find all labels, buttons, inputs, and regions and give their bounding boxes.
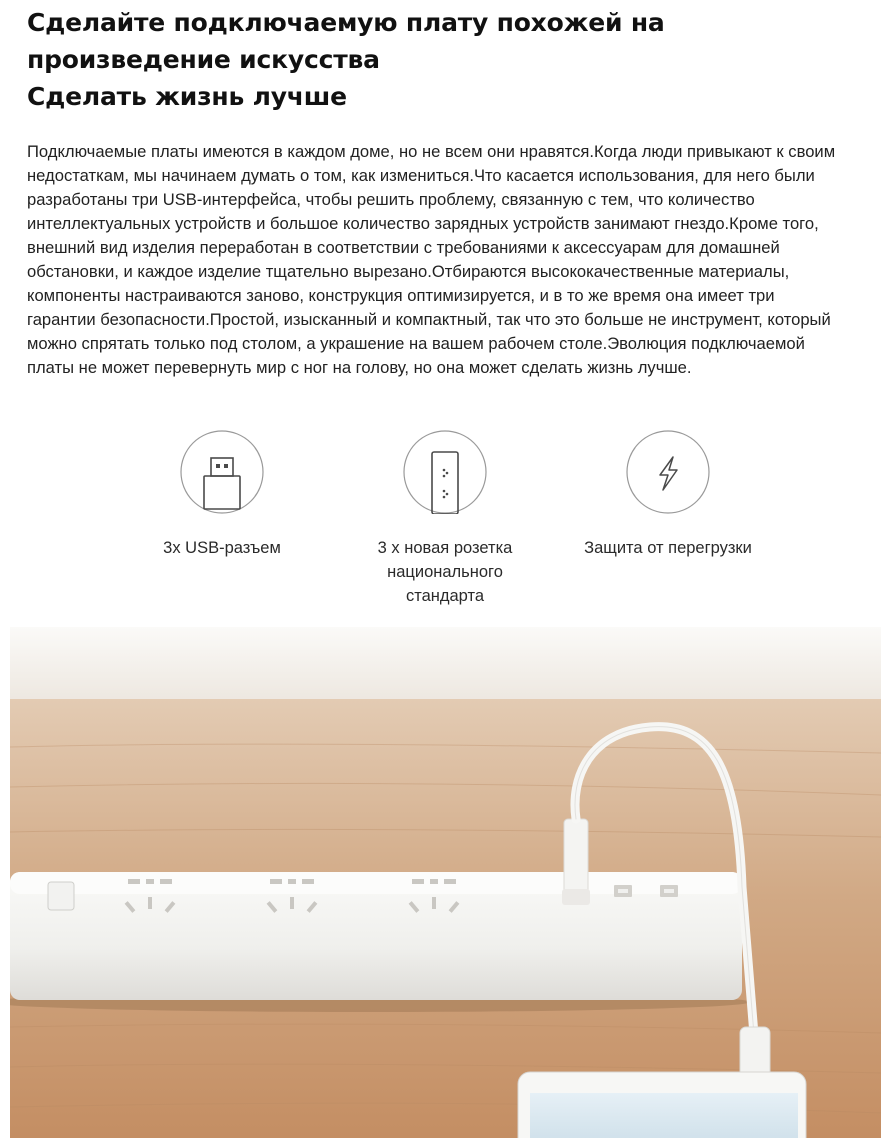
power-strip-photo [10, 627, 881, 1138]
product-photo [10, 627, 881, 1138]
usb-plug-icon [180, 430, 264, 514]
headline-line-1: Сделайте подключаемую плату похожей на [27, 8, 665, 37]
socket-strip-icon [403, 430, 487, 514]
feature-overload [573, 430, 763, 560]
description-paragraph: Подключаемые платы имеются в каждом доме, но не всем они нравятся.Когда люди привыкают к своим недостаткам, мы начинаем думать о том, как измениться.Что касается использования, для него были разработаны три USB-интерфейса, чтобы решить проблему, связанную с тем, что количество интеллектуальных устройств и большое количество зарядных устройств занимают гнездо.Кроме того, внешний вид изделия переработан в соответствии с требованиями к аксессуарам для домашней обстановки, и каждое изделие тщательно вырезано.Отбираются высококачественные материалы, компоненты настраиваются заново, конструкция оптимизируется, и в то же время она имеет три гарантии безопасности.Простой, изысканный и компактный, так что это больше не инструмент, который можно спрятать только под столом, а украшение на вашем рабочем столе.Эволюция подключаемой платы не может перевернуть мир с ног на голову, но она может сделать жизнь лучше. [27, 142, 836, 377]
headline [27, 4, 867, 115]
feature-overload-caption: Защита от перегрузки [584, 539, 752, 557]
feature-usb [127, 430, 317, 560]
lightning-icon [626, 430, 710, 514]
feature-usb-caption: 3x USB-разъем [163, 539, 281, 557]
feature-row [0, 430, 891, 610]
headline-line-3: Сделать жизнь лучше [27, 82, 347, 111]
feature-socket-caption: 3 x новая розетка национального стандарта [377, 539, 513, 605]
headline-line-2: произведение искусства [27, 45, 380, 74]
feature-socket [350, 430, 540, 608]
